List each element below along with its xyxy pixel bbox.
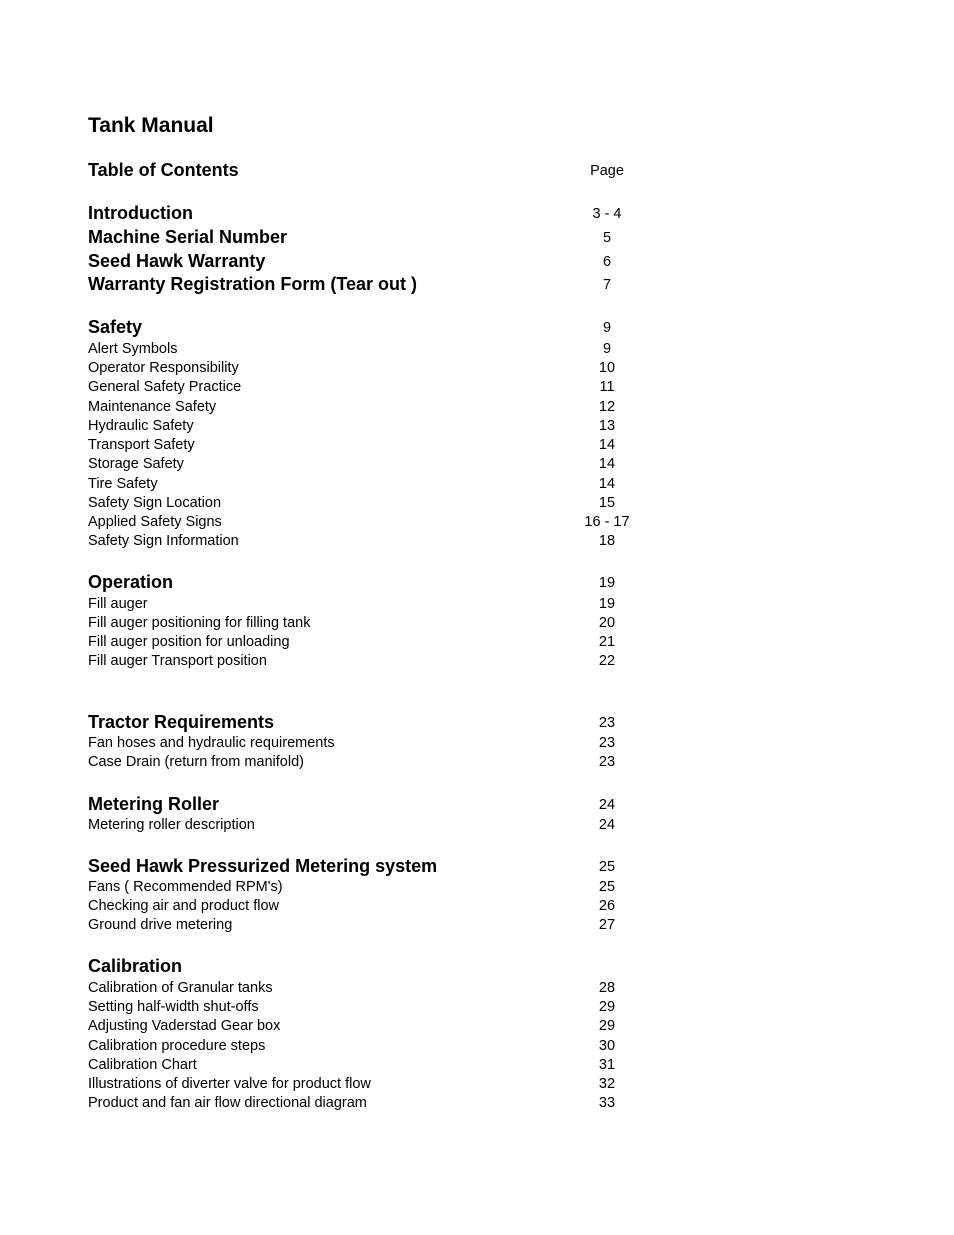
toc-entry-title: General Safety Practice <box>88 379 242 395</box>
toc-page-number: 26 <box>598 898 616 914</box>
toc-section-title: Seed Hawk Warranty <box>88 251 266 271</box>
toc-entry-title: Fill auger positioning for filling tank <box>88 615 311 631</box>
toc-page-number: 12 <box>598 399 616 415</box>
toc-page-number: 24 <box>598 817 616 833</box>
toc-page-number: 19 <box>598 596 616 612</box>
toc-entry-title: Checking air and product flow <box>88 898 280 914</box>
toc-entry-title: Illustrations of diverter valve for product flow <box>88 1076 371 1092</box>
toc-entry-title: Transport Safety <box>88 437 195 453</box>
toc-entry-title: Fans ( Recommended RPM's) <box>88 879 283 895</box>
toc-entry-title: Ground drive metering <box>88 917 233 933</box>
toc-page-number: 15 <box>598 495 616 511</box>
toc-page-number: 23 <box>598 735 616 751</box>
toc-page-number: 29 <box>598 999 616 1015</box>
toc-entry-title: Fan hoses and hydraulic requirements <box>88 735 335 751</box>
toc-page-number: 33 <box>598 1095 616 1111</box>
toc-section-title: Seed Hawk Pressurized Metering system <box>88 856 438 876</box>
toc-page-number: 16 - 17 <box>584 514 630 530</box>
toc-page-number: 7 <box>602 277 612 293</box>
page-column-label: Page <box>590 163 624 179</box>
toc-page-number: 11 <box>599 379 615 395</box>
toc-section-title: Operation <box>88 572 174 592</box>
toc-entry-title: Maintenance Safety <box>88 399 217 415</box>
toc-page-number: 32 <box>598 1076 616 1092</box>
toc-entry-title: Setting half-width shut-offs <box>88 999 259 1015</box>
toc-page-number: 14 <box>598 456 616 472</box>
toc-section-title: Tractor Requirements <box>88 712 275 732</box>
toc-page-number: 25 <box>598 879 616 895</box>
toc-entry-title: Operator Responsibility <box>88 360 239 376</box>
toc-page-number: 13 <box>598 418 616 434</box>
toc-page-number: 29 <box>598 1018 616 1034</box>
toc-entry-title: Product and fan air flow directional diagram <box>88 1095 367 1111</box>
toc-entry-title: Safety Sign Location <box>88 495 222 511</box>
toc-section-title: Warranty Registration Form (Tear out ) <box>88 274 418 294</box>
toc-entry-title: Fill auger <box>88 596 148 612</box>
toc-section-title: Machine Serial Number <box>88 227 288 247</box>
toc-entry-title: Metering roller description <box>88 817 255 833</box>
toc-section-title: Safety <box>88 317 143 337</box>
toc-entry-title: Calibration of Granular tanks <box>88 980 273 996</box>
toc-page-number: 18 <box>598 533 616 549</box>
toc-page-number: 5 <box>602 230 612 246</box>
toc-entry-title: Fill auger position for unloading <box>88 634 290 650</box>
toc-page-number: 14 <box>598 437 616 453</box>
toc-entry-title: Safety Sign Information <box>88 533 239 549</box>
toc-entry-title: Case Drain (return from manifold) <box>88 754 304 770</box>
toc-page-number: 28 <box>598 980 616 996</box>
toc-entry-title: Calibration procedure steps <box>88 1038 266 1054</box>
toc-page-number: 27 <box>598 917 616 933</box>
toc-heading: Table of Contents <box>88 160 239 180</box>
toc-page-number: 25 <box>598 859 616 875</box>
toc-section-title: Introduction <box>88 203 193 223</box>
toc-page-number: 9 <box>602 320 612 336</box>
toc-entry-title: Tire Safety <box>88 476 158 492</box>
toc-section-title: Calibration <box>88 956 183 976</box>
toc-page-number: 19 <box>598 575 616 591</box>
toc-page-number: 23 <box>598 715 616 731</box>
toc-entry-title: Calibration Chart <box>88 1057 197 1073</box>
toc-entry-title: Adjusting Vaderstad Gear box <box>88 1018 281 1034</box>
toc-entry-title: Alert Symbols <box>88 341 178 357</box>
toc-page-number: 3 - 4 <box>592 206 622 222</box>
toc-page-number: 22 <box>598 653 616 669</box>
toc-page-number: 23 <box>598 754 616 770</box>
toc-page-number: 6 <box>602 254 612 270</box>
toc-entry-title: Hydraulic Safety <box>88 418 194 434</box>
toc-page-number: 24 <box>598 797 616 813</box>
toc-section-title: Metering Roller <box>88 794 220 814</box>
toc-page-number: 9 <box>602 341 612 357</box>
toc-page-number: 14 <box>598 476 616 492</box>
toc-entry-title: Fill auger Transport position <box>88 653 267 669</box>
toc-entry-title: Applied Safety Signs <box>88 514 222 530</box>
toc-page-number: 20 <box>598 615 616 631</box>
toc-entry-title: Storage Safety <box>88 456 184 472</box>
toc-page-number: 21 <box>598 634 616 650</box>
document-title: Tank Manual <box>88 114 214 137</box>
toc-page-number: 31 <box>598 1057 616 1073</box>
toc-page-number: 30 <box>598 1038 616 1054</box>
toc-page-number: 10 <box>598 360 616 376</box>
